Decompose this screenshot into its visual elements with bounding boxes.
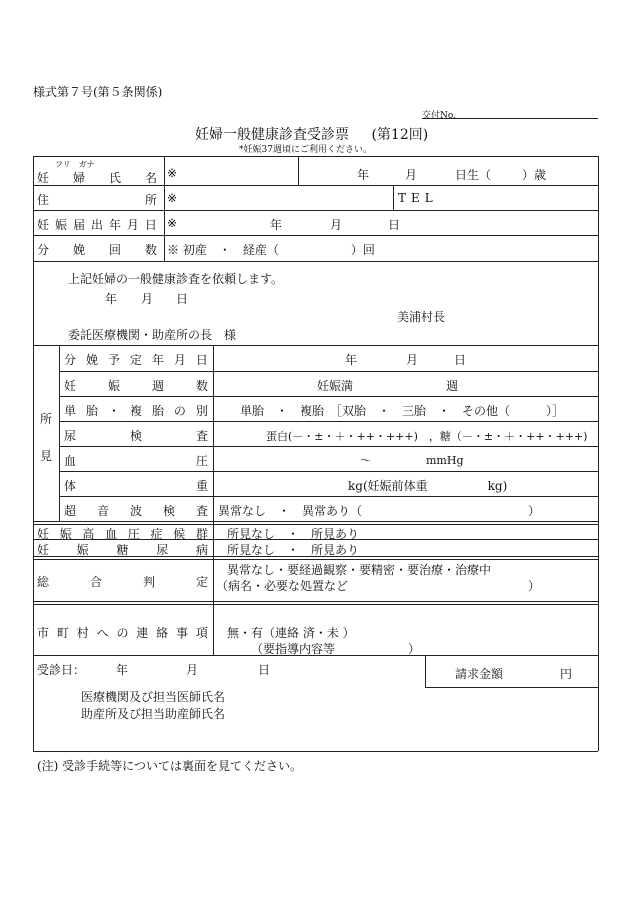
label-char: 市 [37,626,50,640]
label-char: 分 [64,353,77,367]
label-char: 娩 [85,353,98,367]
table-right-border [598,156,599,751]
row-divider [33,601,598,602]
findings-side-label-1: 所 [40,412,53,426]
gestational-weeks-label [64,377,208,394]
midwife-name: 助産所及び担当助産師氏名 [81,707,226,721]
label-char: 音 [96,504,109,518]
request-date-day: 日 [176,292,189,306]
billing-box-left [425,655,426,687]
label-char: 娠 [107,379,120,393]
gestational-weeks-suffix: 週 [446,379,459,393]
label-char: へ [96,626,109,640]
ultrasound-close: ） [528,504,541,518]
table-bottom-border [33,751,598,752]
label-char: 娠 [76,543,89,557]
label-char: 氏 [108,171,121,185]
findings-divider [59,396,598,397]
label-char: 日 [195,353,208,367]
expected-delivery-day: 日 [454,353,467,367]
pregnancy-report-month: 月 [330,218,343,232]
findings-divider [59,421,598,422]
exam-date-label: 受診日： [37,663,86,677]
label-char: 尿 [156,543,169,557]
label-char: 単 [64,404,77,418]
label-char: 出 [90,218,103,232]
name-label [37,169,157,186]
label-char: 血 [105,527,118,541]
label-char: 数 [195,379,208,393]
label-char: 妊 [37,527,50,541]
form-title [195,124,428,144]
pregnancy-report-label [37,216,157,233]
label-char: 圧 [195,454,208,468]
title-text: 妊婦一般健康診査受診票 [195,127,349,143]
label-char: 血 [64,454,77,468]
label-char: 複 [129,404,142,418]
lower-label-divider [213,521,214,655]
overall-judgment-close: ） [528,579,541,593]
findings-divider [59,496,598,497]
exam-date-day: 日 [258,663,271,677]
delivery-count-label [37,241,157,258]
table-top-border [33,156,598,157]
pregnancy-report-year: 年 [270,218,283,232]
age-close: ）歳 [522,168,547,182]
row-divider [33,345,598,346]
urine-test-label [64,427,208,444]
tel-column-divider [393,185,394,210]
exam-date-month: 月 [186,663,199,677]
label-char: 日 [144,218,157,232]
birth-year: 年 [357,168,370,182]
findings-divider [59,471,598,472]
label-char: 査 [195,429,208,443]
label-char: 判 [142,575,155,589]
usage-note: *妊娠37週頃にご利用ください。 [239,145,372,155]
overall-judgment-label [37,573,208,590]
label-char: 月 [126,218,139,232]
label-char: 届 [72,218,85,232]
table-left-border [33,156,34,751]
label-char: 週 [151,379,164,393]
billing-yen: 円 [560,667,573,681]
request-date-year: 年 [105,292,118,306]
row-divider [33,559,598,560]
label-char: 村 [76,626,89,640]
label-char: 月 [173,353,186,367]
label-char: 検 [162,504,175,518]
label-char: 症 [150,527,163,541]
label-char: 娠 [54,218,67,232]
gestational-weeks-prefix: 妊娠満 [317,379,354,393]
label-char: 名 [144,171,157,185]
label-char: 別 [195,404,208,418]
label-char: 病 [195,543,208,557]
overall-judgment-notes: （病名・必要な処置など [216,579,349,593]
request-date-month: 月 [141,292,154,306]
label-column-divider [164,156,165,261]
form-number: 様式第７号(第５条関係) [33,85,163,99]
expected-delivery-month: 月 [406,353,419,367]
label-char: 糖 [116,543,129,557]
row-divider [33,604,598,605]
request-text: 上記妊婦の一般健康診査を依頼します。 [68,272,284,286]
address-mark: ※ [167,191,178,205]
row-divider [33,261,598,262]
birth-day-age: 日生（ [455,168,492,182]
label-char: 総 [37,575,50,589]
weight-label [64,477,208,494]
label-char: 絡 [156,626,169,640]
municipal-contact-status: 無・有（連絡 済・未 ） [227,626,355,640]
label-char: 分 [37,243,50,257]
label-char: 妊 [37,218,50,232]
label-char: 超 [64,504,77,518]
name-mark: ※ [167,166,178,180]
label-char: 町 [56,626,69,640]
single-multiple-label [64,402,208,419]
findings-divider [59,371,598,372]
issue-no-line [422,118,598,119]
institution-doctor-name: 医療機関及び担当医師氏名 [81,690,226,704]
label-char: 体 [64,479,77,493]
diabetes-value: 所見なし ・ 所見あり [227,543,360,557]
birth-month: 月 [405,168,418,182]
label-char: 回 [108,243,121,257]
weight-value: kg(妊娠前体重 kg) [348,479,508,493]
label-char: 住 [37,193,50,207]
label-char: 年 [108,218,121,232]
label-char: 所 [144,193,157,207]
label-char: 項 [195,626,208,640]
birth-column-divider [298,156,299,185]
label-char: 群 [195,527,208,541]
label-char: 妊 [64,379,77,393]
municipal-notes-label [37,624,208,641]
row-divider [33,235,598,236]
label-char: 胎 [85,404,98,418]
findings-side-label-2: 見 [40,449,53,463]
billing-box-bottom [425,687,598,688]
blood-pressure-label [64,452,208,469]
label-char: 圧 [127,527,140,541]
label-char: 事 [176,626,189,640]
furigana-label: フリ ガナ [55,160,95,169]
label-char: 定 [195,575,208,589]
hypertension-value: 所見なし ・ 所見あり [227,527,360,541]
ultrasound-value: 異常なし ・ 異常あり（ [218,504,363,518]
label-char: ・ [107,404,120,418]
label-char: 胎 [151,404,164,418]
label-char: 数 [144,243,157,257]
tel-label: TEL [398,191,438,205]
label-char: 予 [107,353,120,367]
label-char: 高 [82,527,95,541]
mayor-name: 美浦村長 [397,310,446,324]
row-divider [33,521,598,522]
hypertension-label [37,525,208,542]
label-char: の [173,404,186,418]
row-divider [33,210,598,211]
municipal-guidance: （要指導内容等 [251,642,336,656]
expected-delivery-label [64,351,208,368]
blood-pressure-value: ～ mmHg [360,454,464,467]
label-char: 波 [129,504,142,518]
diabetes-label [37,541,208,558]
findings-divider [59,446,598,447]
label-char: 娩 [72,243,85,257]
label-char: 年 [151,353,164,367]
label-char: 査 [195,504,208,518]
findings-label-divider [213,345,214,521]
label-char: 定 [129,353,142,367]
municipal-guidance-close: ） [408,642,421,656]
overall-judgment-options: 異常なし・要経過観察・要精密・要治療・治療中 [227,563,492,577]
expected-delivery-year: 年 [345,353,358,367]
single-multiple-value: 単胎 ・ 複胎 ［双胎 ・ 三胎 ・ その他（ ）］ [240,404,565,418]
pregnancy-report-day: 日 [388,218,401,232]
label-char: 尿 [64,429,77,443]
issue-no-label: 交付No. [422,111,456,121]
label-char: 婦 [72,171,85,185]
billing-amount-label: 請求金額 [455,667,504,681]
label-char: 妊 [37,543,50,557]
ultrasound-label [64,502,208,519]
label-char: 検 [129,429,142,443]
label-char: 候 [173,527,186,541]
label-char: 重 [195,479,208,493]
request-recipient: 委託医療機関・助産所の長 様 [68,328,237,342]
address-label [37,191,157,208]
label-char: 合 [89,575,102,589]
label-char: 娠 [59,527,72,541]
pregnancy-report-mark: ※ [167,216,178,230]
label-char: の [116,626,129,640]
exam-date-year: 年 [116,663,129,677]
label-char: 連 [136,626,149,640]
footnote: (注) 受診手続等については裏面を見てください。 [37,759,302,773]
urine-test-value: 蛋白(－・±・＋・++・+++) ，糖（－・±・＋・++・+++) [266,430,588,443]
session-text: (第12回) [371,127,429,143]
delivery-count-value: ※ 初産 ・ 経産（ ）回 [167,243,375,257]
findings-side-divider [59,345,60,521]
label-char: 妊 [37,171,50,185]
